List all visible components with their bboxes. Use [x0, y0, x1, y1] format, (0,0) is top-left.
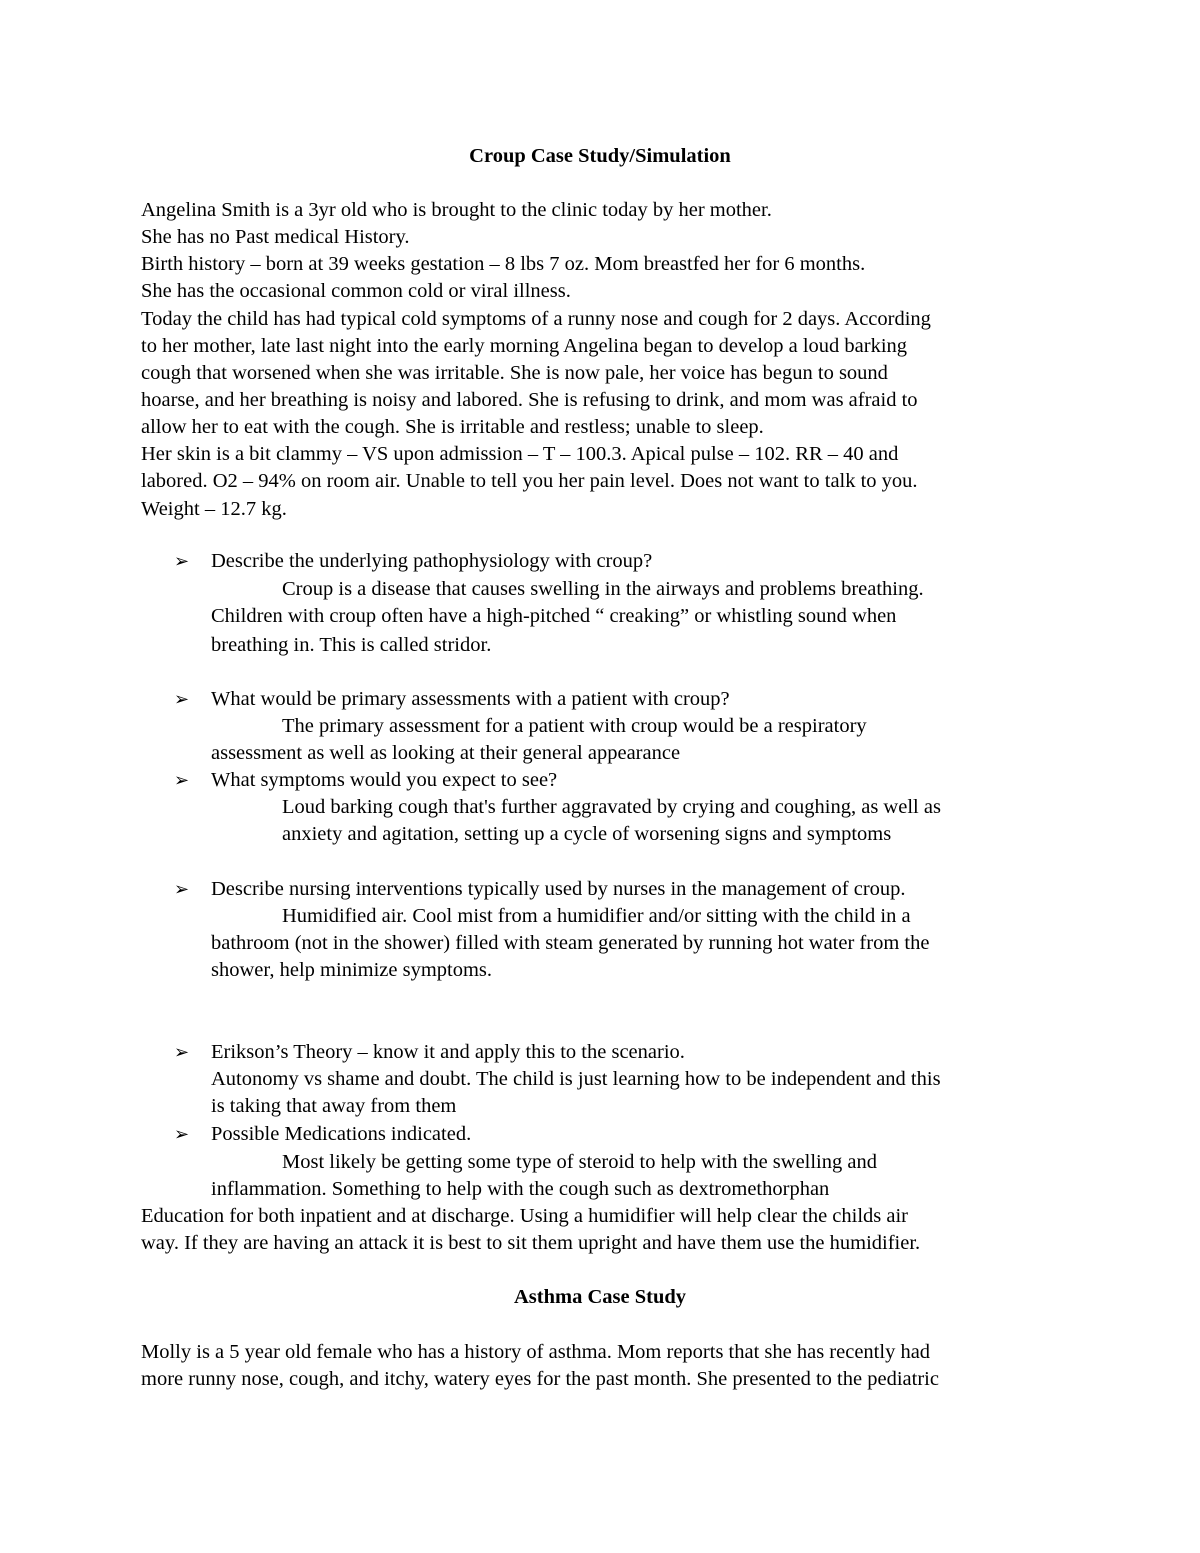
question-assessments: What would be primary assessments with a patient with croup?	[211, 688, 730, 710]
intro-line: Birth history – born at 39 weeks gestation – 8 lbs 7 oz. Mom breastfed her for 6 months.	[141, 253, 866, 275]
answer-line: Autonomy vs shame and doubt. The child is just learning how to be independent and this	[211, 1068, 941, 1090]
arrow-bullet-icon: ➢	[174, 770, 190, 791]
answer-line: Croup is a disease that causes swelling in the airways and problems breathing.	[282, 578, 924, 600]
arrow-bullet-icon: ➢	[174, 551, 190, 572]
intro-line: Angelina Smith is a 3yr old who is brought to the clinic today by her mother.	[141, 199, 772, 221]
education-line: way. If they are having an attack it is best to sit them upright and have them use the humidifier.	[141, 1232, 921, 1254]
question-pathophysiology: Describe the underlying pathophysiology with croup?	[211, 550, 653, 572]
education-line: Education for both inpatient and at discharge. Using a humidifier will help clear the childs air	[141, 1205, 909, 1227]
answer-line: bathroom (not in the shower) filled with steam generated by running hot water from the	[211, 932, 930, 954]
arrow-bullet-icon: ➢	[174, 879, 190, 900]
answer-line: is taking that away from them	[211, 1095, 457, 1117]
asthma-title: Asthma Case Study	[514, 1286, 686, 1308]
answer-line: Children with croup often have a high-pitched “ creaking” or whistling sound when	[211, 605, 897, 627]
answer-line: assessment as well as looking at their general appearance	[211, 742, 681, 764]
question-interventions: Describe nursing interventions typically used by nurses in the management of croup.	[211, 878, 906, 900]
question-symptoms: What symptoms would you expect to see?	[211, 769, 558, 791]
answer-line: anxiety and agitation, setting up a cycle of worsening signs and symptoms	[282, 823, 892, 845]
intro-line: Her skin is a bit clammy – VS upon admission – T – 100.3. Apical pulse – 102. RR – 40 and	[141, 443, 899, 465]
answer-line: inflammation. Something to help with the cough such as dextromethorphan	[211, 1178, 830, 1200]
question-erikson: Erikson’s Theory – know it and apply this to the scenario.	[211, 1041, 685, 1063]
arrow-bullet-icon: ➢	[174, 689, 190, 710]
arrow-bullet-icon: ➢	[174, 1042, 190, 1063]
answer-line: breathing in. This is called stridor.	[211, 634, 492, 656]
question-medications: Possible Medications indicated.	[211, 1123, 472, 1145]
intro-line: cough that worsened when she was irritable. She is now pale, her voice has begun to sound	[141, 362, 888, 384]
asthma-intro-line: Molly is a 5 year old female who has a history of asthma. Mom reports that she has recently had	[141, 1341, 931, 1363]
croup-title: Croup Case Study/Simulation	[469, 145, 731, 167]
asthma-intro-line: more runny nose, cough, and itchy, watery eyes for the past month. She presented to the pediatric	[141, 1368, 939, 1390]
intro-line: She has the occasional common cold or viral illness.	[141, 280, 571, 302]
intro-line: Weight – 12.7 kg.	[141, 498, 287, 520]
intro-line: Today the child has had typical cold symptoms of a runny nose and cough for 2 days. According	[141, 308, 931, 330]
arrow-bullet-icon: ➢	[174, 1124, 190, 1145]
answer-line: The primary assessment for a patient with croup would be a respiratory	[282, 715, 867, 737]
answer-line: Loud barking cough that's further aggravated by crying and coughing, as well as	[282, 796, 941, 818]
intro-line: hoarse, and her breathing is noisy and labored. She is refusing to drink, and mom was afraid to	[141, 389, 918, 411]
intro-line: She has no Past medical History.	[141, 226, 410, 248]
intro-line: labored. O2 – 94% on room air. Unable to tell you her pain level. Does not want to talk to you.	[141, 470, 918, 492]
answer-line: Most likely be getting some type of steroid to help with the swelling and	[282, 1151, 877, 1173]
answer-line: Humidified air. Cool mist from a humidifier and/or sitting with the child in a	[282, 905, 911, 927]
answer-line: shower, help minimize symptoms.	[211, 959, 493, 981]
intro-line: to her mother, late last night into the early morning Angelina began to develop a loud barking	[141, 335, 908, 357]
intro-line: allow her to eat with the cough. She is irritable and restless; unable to sleep.	[141, 416, 764, 438]
